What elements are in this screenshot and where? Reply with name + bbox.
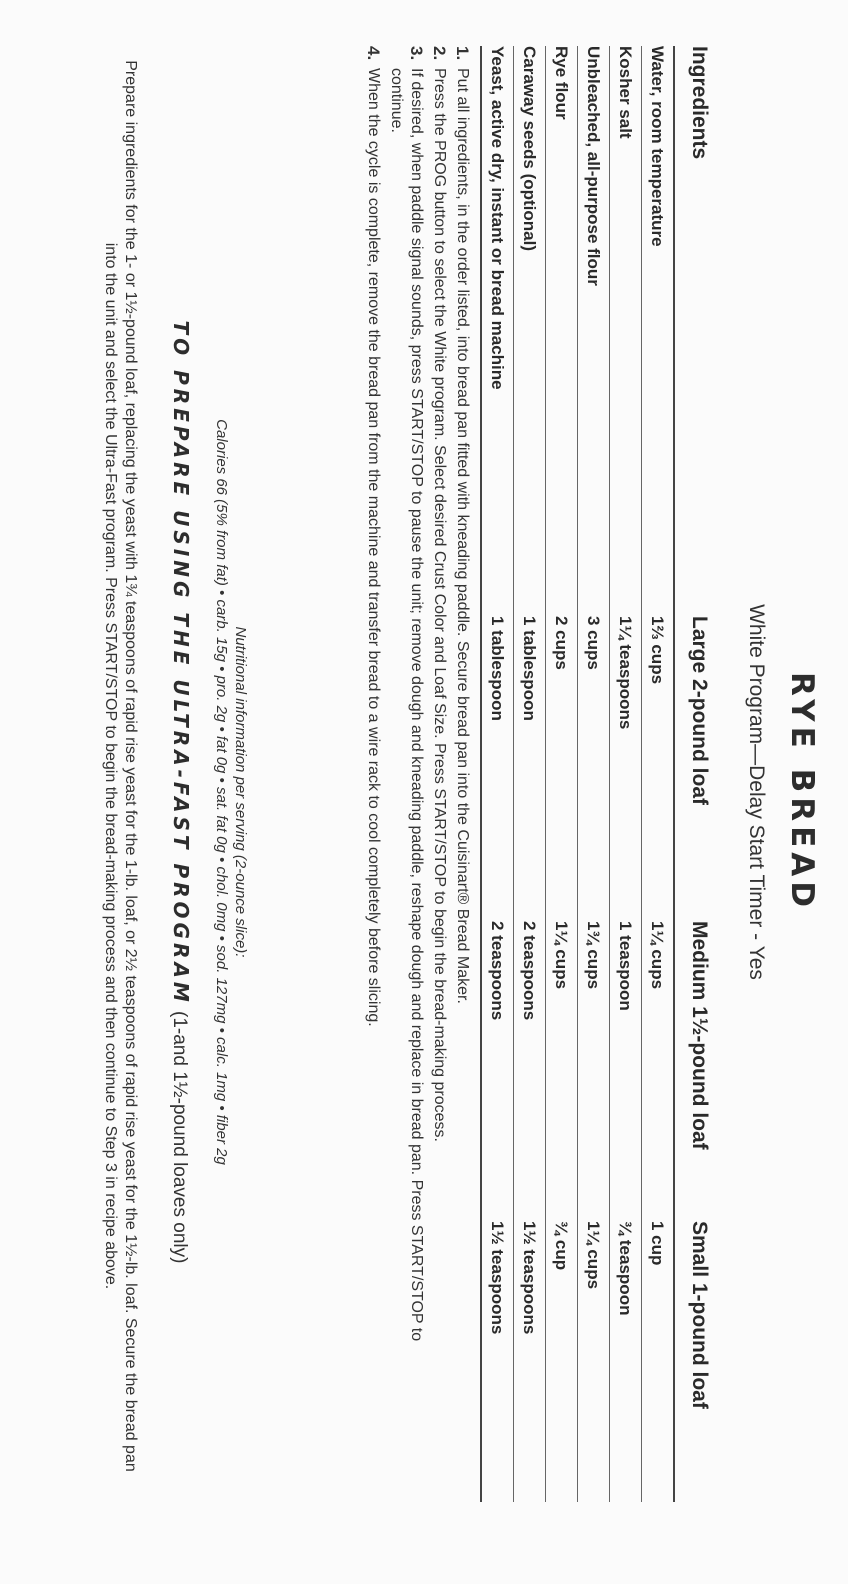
- small-amount: 1¼ cups: [578, 1221, 610, 1502]
- medium-amount: 1¼ cups: [546, 921, 578, 1221]
- ingredient-name: Kosher salt: [610, 46, 642, 616]
- medium-amount: 1¾ cups: [578, 921, 610, 1221]
- nutrition-heading: Nutritional information per serving (2-ounce slice):: [232, 626, 249, 958]
- large-amount: 1 tablespoon: [514, 616, 546, 921]
- small-amount: 1 cup: [642, 1221, 675, 1502]
- list-item: [386, 46, 426, 1366]
- table-row: [578, 46, 610, 1502]
- ingredient-name: Water, room temperature: [642, 46, 675, 616]
- list-item: [429, 46, 449, 1366]
- small-amount: ¾ teaspoon: [610, 1221, 642, 1502]
- ingredient-name: Rye flour: [546, 46, 578, 616]
- medium-amount: 2 teaspoons: [481, 921, 514, 1221]
- step-number: 4.: [364, 46, 383, 61]
- small-amount: 1½ teaspoons: [514, 1221, 546, 1502]
- instruction-steps: [360, 46, 472, 1366]
- step-text: When the cycle is complete, remove the bread pan from the machine and transfer bread to a wire rack to cool completely before slicing.: [365, 68, 382, 1027]
- large-amount: 1 tablespoon: [481, 616, 514, 921]
- ingredient-name: Unbleached, all-purpose flour: [578, 46, 610, 616]
- list-item: [452, 46, 472, 1366]
- ingredient-name: Caraway seeds (optional): [514, 46, 546, 616]
- step-number: 1.: [453, 46, 472, 61]
- large-amount: 1⅔ cups: [642, 616, 675, 921]
- step-number: 3.: [407, 46, 426, 61]
- ingredients-table: [480, 46, 720, 1502]
- list-item: [363, 46, 383, 1366]
- step-text: If desired, when paddle signal sounds, press START/STOP to pause the unit; remove dough and kneading paddle, reshape dough and replace in bread pan. Press START/STOP to continue.: [388, 68, 425, 1342]
- header-small-loaf: Small 1-pound loaf: [674, 1221, 720, 1502]
- medium-amount: 2 teaspoons: [514, 921, 546, 1221]
- recipe-title: RYE BREAD: [784, 672, 820, 912]
- step-number: 2.: [430, 46, 449, 61]
- step-text: Put all ingredients, in the order listed, into bread pan fitted with kneading paddle. Secure bread pan into the Cuisinart® Bread Maker.: [454, 68, 471, 1004]
- table-row: [642, 46, 675, 1502]
- large-amount: 2 cups: [546, 616, 578, 921]
- table-row: [481, 46, 514, 1502]
- small-amount: ¾ cup: [546, 1221, 578, 1502]
- table-row: [514, 46, 546, 1502]
- nutrition-info: [212, 0, 250, 1584]
- medium-amount: 1 teaspoon: [610, 921, 642, 1221]
- step-text: Press the PROG button to select the White program. Select desired Crust Color and Loaf Size. Press START/STOP to begin the bread-making process.: [431, 68, 448, 1142]
- ultra-fast-title: TO PREPARE USING THE ULTRA-FAST PROGRAM: [169, 320, 193, 1006]
- header-medium-loaf: Medium 1½-pound loaf: [674, 921, 720, 1221]
- table-row: [546, 46, 578, 1502]
- medium-amount: 1¼ cups: [642, 921, 675, 1221]
- small-amount: 1½ teaspoons: [481, 1221, 514, 1502]
- recipe-subtitle: White Program—Delay Start Timer - Yes: [745, 604, 768, 980]
- header-ingredients: Ingredients: [674, 46, 720, 616]
- ultra-fast-heading: [168, 0, 193, 1584]
- ingredient-name: Yeast, active dry, instant or bread machine: [481, 46, 514, 616]
- large-amount: 3 cups: [578, 616, 610, 921]
- table-row: [610, 46, 642, 1502]
- large-amount: 1¼ teaspoons: [610, 616, 642, 921]
- header-large-loaf: Large 2-pound loaf: [674, 616, 720, 921]
- nutrition-values: Calories 66 (5% from fat) • carb. 15g • pro. 2g • fat 0g • sat. fat 0g • chol. 0mg • sod. 127mg • calc. 1mg • fiber 2g: [213, 419, 230, 1165]
- table-header-row: [674, 46, 720, 1502]
- ultra-fast-instructions: Prepare ingredients for the 1- or 1½-pound loaf, replacing the yeast with 1¾ teaspoons of rapid rise yeast for the 1-lb. loaf, or 2½ teaspoons of rapid rise yeast for the 1½-lb. loaf. Secure the bread pan into the unit and select the Ultra-Fast program. Press START/STOP to begin the bread-making process and then continue to Step 3 in recipe above.: [102, 60, 139, 1472]
- ultra-fast-note: (1-and 1½-pound loaves only): [169, 1011, 190, 1264]
